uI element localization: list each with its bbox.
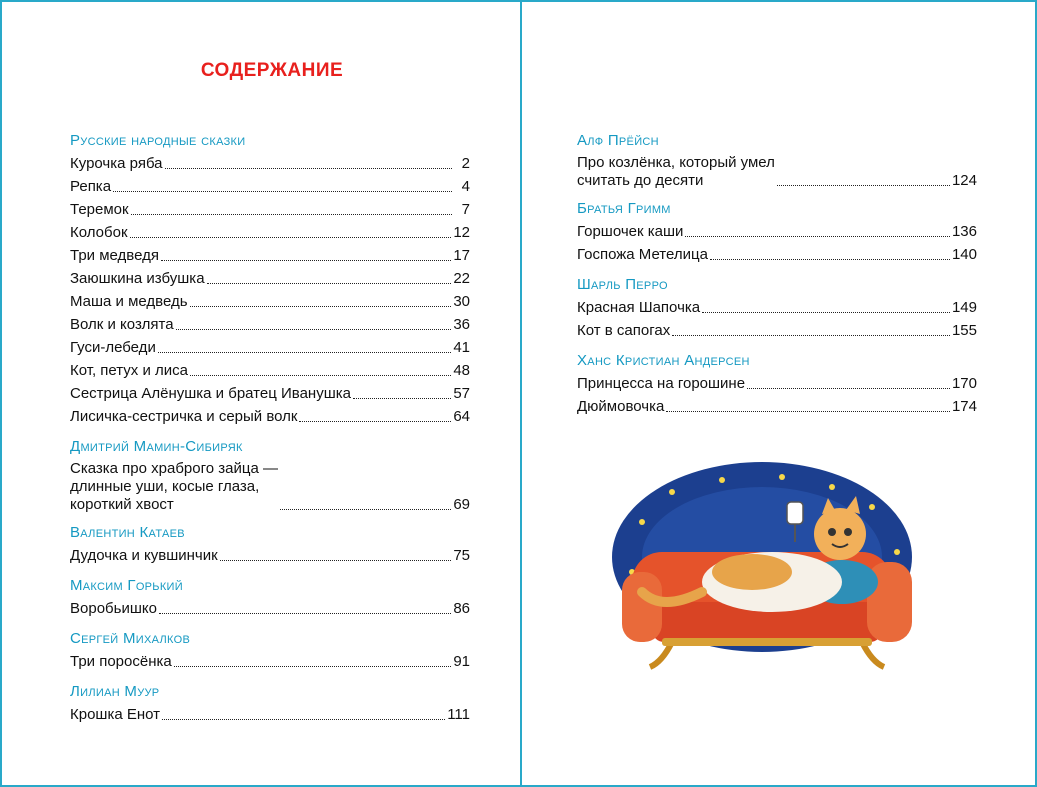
toc-entry[interactable] bbox=[70, 544, 470, 567]
entry-title: Дюймовочка bbox=[577, 398, 665, 415]
dot-leader bbox=[190, 306, 452, 307]
toc-entry[interactable] bbox=[70, 313, 470, 336]
dot-leader bbox=[666, 411, 950, 412]
dot-leader bbox=[777, 185, 950, 186]
toc-entry[interactable] bbox=[577, 395, 977, 418]
toc-section bbox=[70, 575, 470, 620]
author-heading: Алф Прёйсн bbox=[577, 132, 659, 149]
entry-page-number: 136 bbox=[951, 223, 977, 240]
entry-page-number: 111 bbox=[447, 706, 470, 723]
entry-page-number: 48 bbox=[453, 362, 470, 379]
entry-page-number: 155 bbox=[951, 322, 977, 339]
entry-title: Репка bbox=[70, 178, 112, 195]
author-heading: Валентин Катаев bbox=[70, 524, 185, 541]
entry-title: Заюшкина избушка bbox=[70, 270, 205, 287]
dot-leader bbox=[207, 283, 452, 284]
toc-entry[interactable] bbox=[70, 597, 470, 620]
entry-page-number: 41 bbox=[453, 339, 470, 356]
entry-page-number: 2 bbox=[461, 155, 470, 172]
entry-title: Три медведя bbox=[70, 247, 159, 264]
dot-leader bbox=[353, 398, 451, 399]
toc-section bbox=[70, 436, 470, 514]
toc-entry[interactable] bbox=[70, 359, 470, 382]
entry-title: Сказка про храброго зайца — длинные уши, косые глаза, короткий хвост bbox=[70, 460, 278, 513]
toc-section bbox=[577, 350, 977, 418]
toc-entry[interactable] bbox=[70, 405, 470, 428]
toc-section bbox=[70, 681, 470, 726]
toc-entry[interactable] bbox=[70, 290, 470, 313]
toc-entry[interactable] bbox=[70, 382, 470, 405]
entry-title: Кот в сапогах bbox=[577, 322, 671, 339]
entry-title: Красная Шапочка bbox=[577, 299, 701, 316]
author-heading: Шарль Перро bbox=[577, 276, 668, 293]
entry-title: Крошка Енот bbox=[70, 706, 161, 723]
dot-leader bbox=[710, 259, 950, 260]
dot-leader bbox=[130, 237, 452, 238]
entry-title: Госпожа Метелица bbox=[577, 246, 708, 263]
toc-entry[interactable] bbox=[70, 650, 470, 673]
toc-section bbox=[577, 130, 977, 190]
entry-page-number: 86 bbox=[453, 600, 470, 617]
entry-title: Дудочка и кувшинчик bbox=[70, 547, 218, 564]
author-heading: Максим Горький bbox=[70, 577, 183, 594]
dot-leader bbox=[702, 312, 950, 313]
author-heading: Русские народные сказки bbox=[70, 132, 246, 149]
dot-leader bbox=[161, 260, 451, 261]
toc-section bbox=[70, 628, 470, 673]
cat-on-sofa-illustration bbox=[602, 462, 932, 702]
entry-page-number: 64 bbox=[453, 408, 470, 425]
dot-leader bbox=[685, 236, 950, 237]
toc-entry[interactable] bbox=[70, 244, 470, 267]
entry-page-number: 149 bbox=[951, 299, 977, 316]
author-heading: Братья Гримм bbox=[577, 200, 671, 217]
dot-leader bbox=[165, 168, 452, 169]
entry-title: Воробьишко bbox=[70, 600, 157, 617]
toc-entry[interactable] bbox=[70, 221, 470, 244]
dot-leader bbox=[158, 352, 451, 353]
entry-page-number: 91 bbox=[453, 653, 470, 670]
entry-page-number: 22 bbox=[453, 270, 470, 287]
entry-page-number: 36 bbox=[453, 316, 470, 333]
entry-title: Маша и медведь bbox=[70, 293, 188, 310]
dot-leader bbox=[159, 613, 451, 614]
toc-entry[interactable] bbox=[70, 152, 470, 175]
entry-page-number: 57 bbox=[453, 385, 470, 402]
dot-leader bbox=[299, 421, 451, 422]
entry-page-number: 7 bbox=[461, 201, 470, 218]
toc-section bbox=[577, 198, 977, 266]
dot-leader bbox=[176, 329, 452, 330]
toc-section bbox=[70, 130, 470, 428]
dot-leader bbox=[113, 191, 452, 192]
toc-entry[interactable] bbox=[70, 267, 470, 290]
toc-right-column bbox=[577, 130, 977, 426]
author-heading: Сергей Михалков bbox=[70, 630, 191, 647]
entry-page-number: 30 bbox=[453, 293, 470, 310]
toc-entry[interactable] bbox=[577, 319, 977, 342]
toc-entry[interactable] bbox=[70, 198, 470, 221]
entry-page-number: 174 bbox=[951, 398, 977, 415]
toc-left-column bbox=[70, 130, 470, 734]
entry-title: Принцесса на горошине bbox=[577, 375, 746, 392]
toc-entry[interactable] bbox=[577, 372, 977, 395]
toc-section bbox=[70, 522, 470, 567]
entry-page-number: 170 bbox=[951, 375, 977, 392]
cat-head bbox=[814, 508, 866, 560]
toc-entry[interactable] bbox=[577, 220, 977, 243]
entry-title: Кот, петух и лиса bbox=[70, 362, 188, 379]
toc-entry[interactable] bbox=[70, 175, 470, 198]
entry-title: Горшочек каши bbox=[577, 223, 684, 240]
toc-entry[interactable] bbox=[577, 296, 977, 319]
page-gutter bbox=[520, 2, 522, 785]
entry-page-number: 124 bbox=[951, 172, 977, 189]
author-heading: Дмитрий Мамин-Сибиряк bbox=[70, 438, 243, 455]
entry-page-number: 12 bbox=[453, 224, 470, 241]
entry-page-number: 75 bbox=[453, 547, 470, 564]
entry-title: Три поросёнка bbox=[70, 653, 172, 670]
entry-page-number: 17 bbox=[453, 247, 470, 264]
dot-leader bbox=[672, 335, 950, 336]
dot-leader bbox=[280, 509, 451, 510]
entry-title: Лисичка-сестричка и серый волк bbox=[70, 408, 298, 425]
entry-title: Курочка ряба bbox=[70, 155, 163, 172]
author-heading: Ханс Кристиан Андерсен bbox=[577, 352, 750, 369]
dot-leader bbox=[174, 666, 452, 667]
toc-entry[interactable] bbox=[70, 703, 470, 726]
toc-section bbox=[577, 274, 977, 342]
entry-page-number: 4 bbox=[461, 178, 470, 195]
dot-leader bbox=[747, 388, 950, 389]
author-heading: Лилиан Муур bbox=[70, 683, 160, 700]
toc-entry[interactable] bbox=[577, 154, 977, 190]
entry-title: Волк и козлята bbox=[70, 316, 174, 333]
entry-title: Теремок bbox=[70, 201, 129, 218]
entry-title: Гуси-лебеди bbox=[70, 339, 156, 356]
dot-leader bbox=[162, 719, 445, 720]
entry-title: Колобок bbox=[70, 224, 128, 241]
entry-page-number: 140 bbox=[951, 246, 977, 263]
wine-glass bbox=[787, 502, 803, 524]
entry-title: Сестрица Алёнушка и братец Иванушка bbox=[70, 385, 351, 402]
toc-entry[interactable] bbox=[70, 460, 470, 514]
toc-entry[interactable] bbox=[70, 336, 470, 359]
entry-title: Про козлёнка, который умел считать до десяти bbox=[577, 154, 775, 189]
toc-entry[interactable] bbox=[577, 243, 977, 266]
dot-leader bbox=[190, 375, 451, 376]
dot-leader bbox=[220, 560, 452, 561]
dot-leader bbox=[131, 214, 452, 215]
entry-page-number: 69 bbox=[453, 496, 470, 513]
page-title: СОДЕРЖАНИЕ bbox=[200, 60, 344, 81]
